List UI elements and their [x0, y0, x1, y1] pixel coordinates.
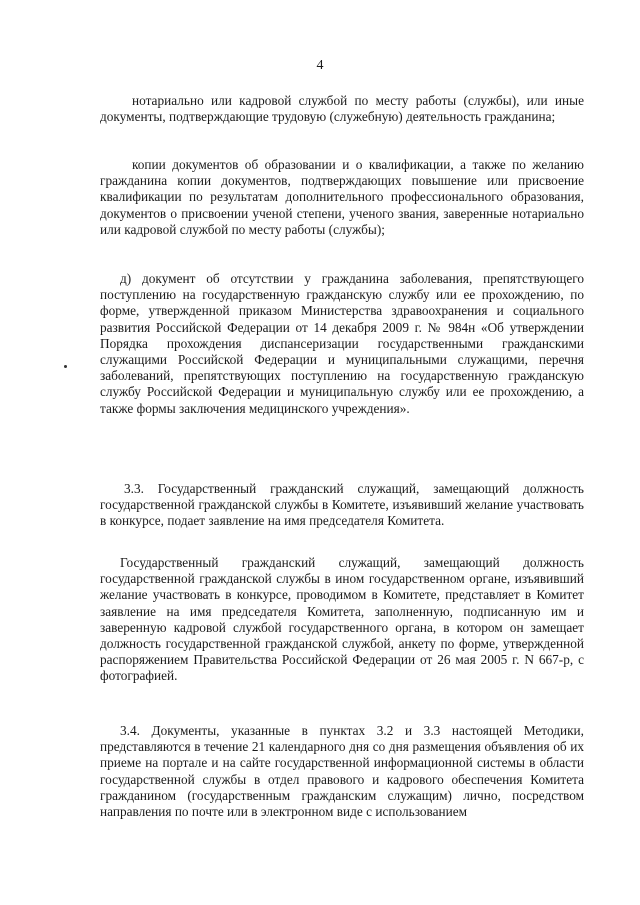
paragraph-section-3-4: 3.4. Документы, указанные в пунктах 3.2 и 3.3 настоящей Методики, представляются в течение 21 календарного дня со дня размещения объявления об их приеме на портале и на сайте государственной информационной системы в области государственной службы в отдел правового и кадрового обеспечения Комитета гражданином (государственным гражданским служащим) лично, посредством направления по почте или в электронном виде с использованием — [100, 723, 584, 820]
paragraph-other-agency-employee: Государственный гражданский служащий, замещающий должность государственной гражданской службы в ином государственном органе, изъявивший желание участвовать в конкурсе, проводимом в Комитете, представляет в Комитет заявление на имя председателя Комитета, заполненную, подписанную им и заверенную кадровой службой государственного органа, в котором он замещает должность государственной гражданской службой, анкету по форме, утвержденной распоряжением Правительства Российской Федерации от 26 мая 2005 г. N 667-р, с фотографией. — [100, 555, 584, 684]
paragraph-medical-document: д) документ об отсутствии у гражданина заболевания, препятствующего поступлению на государственную гражданскую службу или ее прохождению, по форме, утвержденной приказом Министерства здравоохранения и социального развития Российской Федерации от 14 декабря 2009 г. № 984н «Об утверждении Порядка прохождения диспансеризации государственными гражданскими служащими Российской Федерации и муниципальными служащими, перечня заболеваний, препятствующих поступлению на государственную гражданскую службу Российской Федерации и муниципальную службу или ее прохождению, а также формы заключения медицинского учреждения». — [100, 271, 584, 416]
margin-dot — [64, 365, 67, 368]
paragraph-education-copies: копии документов об образовании и о квалификации, а также по желанию гражданина копии документов, подтверждающих повышение или присвоение квалификации по результатам дополнительного профессионального образования, документов о присвоении ученой степени, ученого звания, заверенные нотариально или кадровой службой по месту работы (службы); — [100, 157, 584, 237]
paragraph-section-3-3: 3.3. Государственный гражданский служащий, замещающий должность государственной гражданской службы в Комитете, изъявивший желание участвовать в конкурсе, подает заявление на имя председателя Комитета. — [100, 481, 584, 529]
paragraph-documents-continued: нотариально или кадровой службой по месту работы (службы), или иные документы, подтверждающие трудовую (служебную) деятельность гражданина; — [100, 93, 584, 125]
page-number: 4 — [316, 58, 324, 73]
